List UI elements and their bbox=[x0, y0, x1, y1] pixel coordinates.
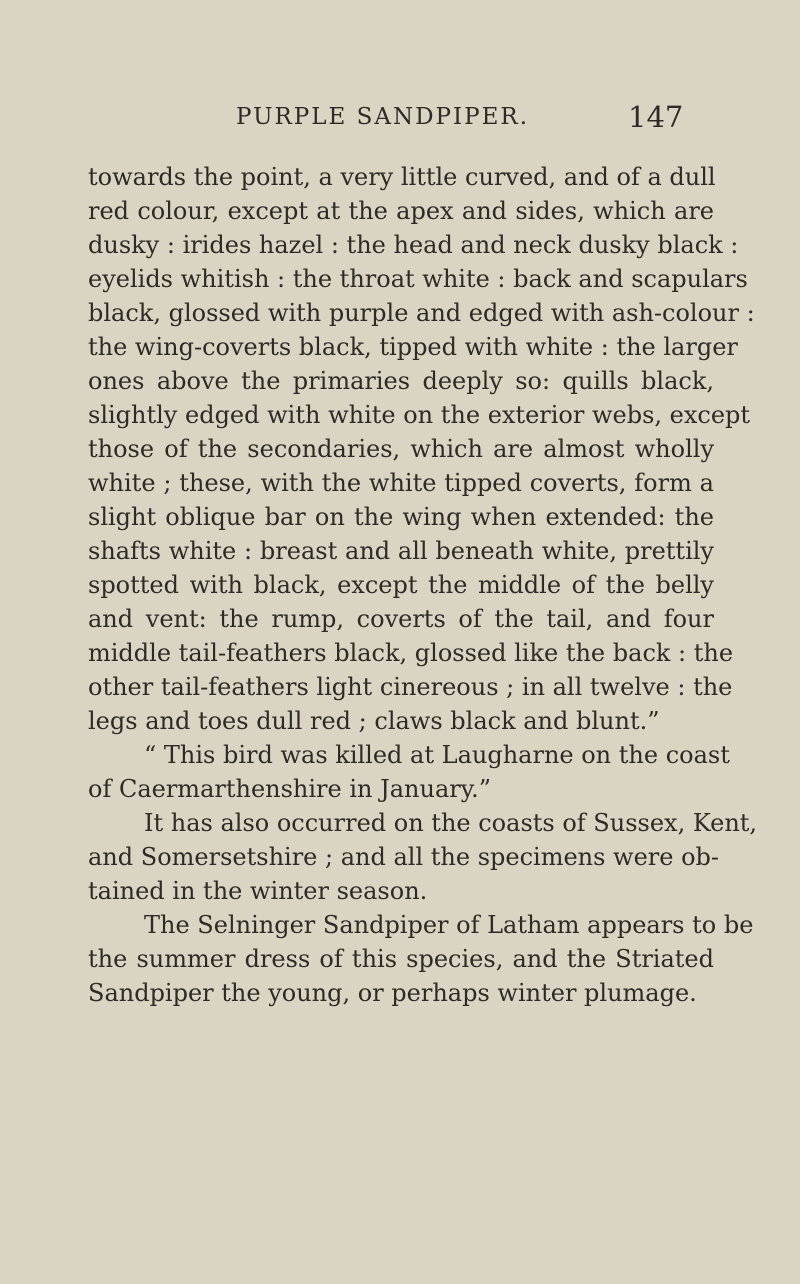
running-head: PURPLE SANDPIPER. bbox=[236, 104, 530, 130]
text-line: shafts white : breast and all beneath white, prettily bbox=[88, 537, 714, 565]
text-line: slight oblique bar on the wing when extended: the bbox=[88, 503, 714, 531]
text-line: white ; these, with the white tipped coverts, form a bbox=[88, 469, 714, 497]
text-line: eyelids whitish : the throat white : back and scapulars bbox=[88, 265, 748, 293]
text-line: those of the secondaries, which are almost wholly bbox=[88, 435, 714, 463]
text-line: towards the point, a very little curved, and of a dull bbox=[88, 163, 716, 191]
page-number: 147 bbox=[628, 100, 684, 134]
text-line: the wing-coverts black, tipped with white : the larger bbox=[88, 333, 738, 361]
text-line: and vent: the rump, coverts of the tail, and four bbox=[88, 605, 714, 633]
text-line: other tail-feathers light cinereous ; in all twelve : the bbox=[88, 673, 733, 701]
text-line: and Somersetshire ; and all the specimens were ob- bbox=[88, 843, 720, 871]
paragraph-start-line: It has also occurred on the coasts of Sussex, Kent, bbox=[144, 809, 758, 837]
text-line: slightly edged with white on the exterior webs, except bbox=[88, 401, 751, 429]
paragraph-start-line: The Selninger Sandpiper of Latham appears to be bbox=[144, 911, 754, 939]
quote-line: of Caermarthenshire in January.” bbox=[88, 775, 492, 803]
body-text bbox=[88, 160, 758, 1010]
page-header bbox=[0, 100, 800, 140]
text-line: black, glossed with purple and edged with ash-colour : bbox=[88, 299, 755, 327]
quote-line: “ This bird was killed at Laugharne on the coast bbox=[144, 741, 730, 769]
text-line: red colour, except at the apex and sides, which are bbox=[88, 197, 714, 225]
text-line: middle tail-feathers black, glossed like the back : the bbox=[88, 639, 734, 667]
text-line: ones above the primaries deeply so: quills black, bbox=[88, 367, 714, 395]
text-line: Sandpiper the young, or perhaps winter plumage. bbox=[88, 979, 697, 1007]
text-line: tained in the winter season. bbox=[88, 877, 428, 905]
text-line: dusky : irides hazel : the head and neck dusky black : bbox=[88, 231, 739, 259]
text-line: the summer dress of this species, and the Striated bbox=[88, 945, 714, 973]
text-line: legs and toes dull red ; claws black and blunt.” bbox=[88, 707, 660, 735]
text-line: spotted with black, except the middle of the belly bbox=[88, 571, 714, 599]
